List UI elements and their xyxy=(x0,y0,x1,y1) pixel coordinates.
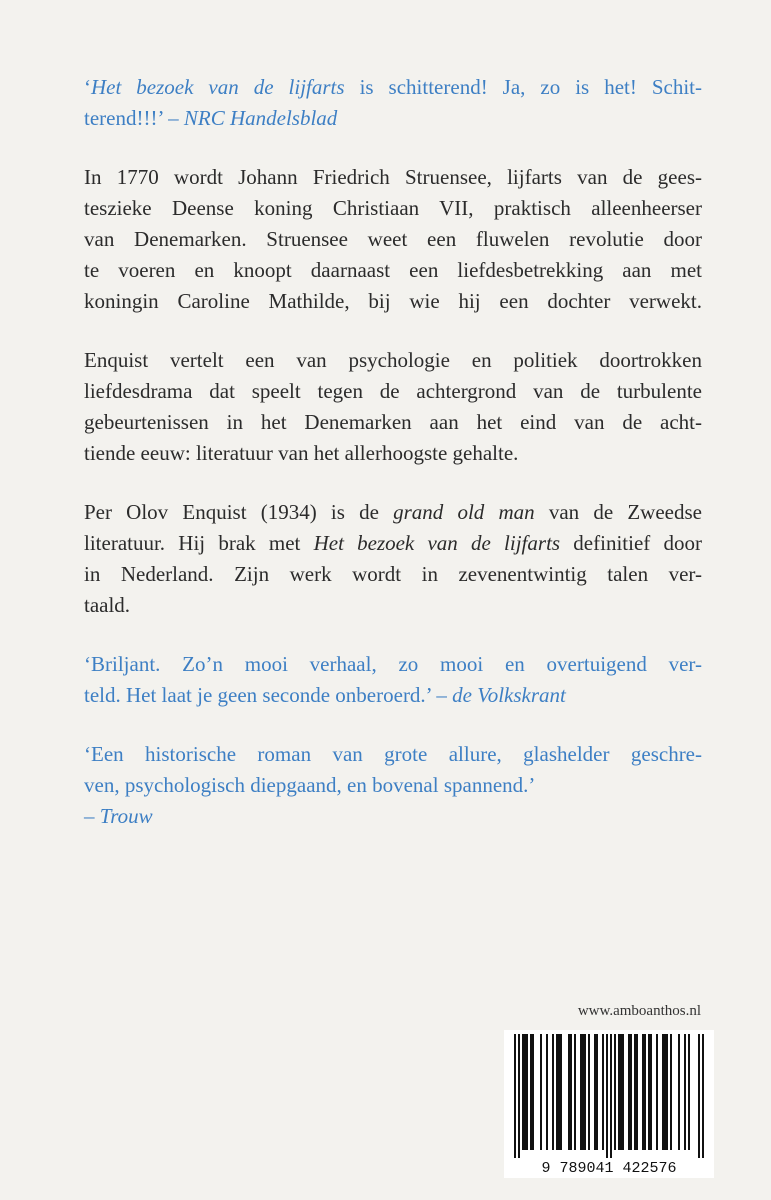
barcode-bar xyxy=(644,1034,646,1150)
text-line: gebeurtenissen in het Denemarken aan het eind van de acht- xyxy=(84,410,702,434)
barcode-bar xyxy=(614,1034,616,1150)
text-line: tiende eeuw: literatuur van het allerhoogste gehalte. xyxy=(84,441,519,465)
barcode-bar xyxy=(666,1034,668,1150)
book-title-italic: Het bezoek van de lijfarts xyxy=(91,75,345,99)
barcode-bar xyxy=(570,1034,572,1150)
publisher-website: www.amboanthos.nl xyxy=(577,1003,701,1019)
barcode-bar xyxy=(628,1034,630,1150)
text-line: taald. xyxy=(84,593,131,617)
barcode-bar xyxy=(540,1034,542,1150)
barcode-bar xyxy=(580,1034,582,1150)
barcode-bar xyxy=(560,1034,562,1150)
barcode-bar xyxy=(530,1034,532,1150)
barcode-bar xyxy=(514,1034,516,1158)
barcode-bar xyxy=(558,1034,560,1150)
quote-line: ven, psychologisch diepgaand, en bovenal spannend.’ xyxy=(84,773,536,797)
barcode-graphic xyxy=(504,1030,714,1178)
barcode-bar xyxy=(546,1034,548,1150)
description-paragraph xyxy=(84,345,702,469)
barcode-bar xyxy=(602,1034,604,1150)
isbn-barcode xyxy=(504,1030,714,1178)
barcode-bar xyxy=(522,1034,524,1150)
barcode-bar xyxy=(582,1034,584,1150)
text-line: In 1770 wordt Johann Friedrich Struensee, lijfarts van de gees- xyxy=(84,165,702,189)
quote-source: – Trouw xyxy=(84,804,153,828)
quote-line: teld. Het laat je geen seconde onberoerd.’ – de Volkskrant xyxy=(84,683,566,707)
quote-line: ‘Een historische roman van grote allure, glashelder geschre- xyxy=(84,742,702,766)
barcode-bar xyxy=(524,1034,526,1150)
text-line: in Nederland. Zijn werk wordt in zevenentwintig talen ver- xyxy=(84,562,702,586)
barcode-bar xyxy=(594,1034,596,1150)
barcode-bar xyxy=(630,1034,632,1150)
barcode-bar xyxy=(684,1034,686,1150)
author-paragraph xyxy=(84,497,702,621)
text-line: liefdesdrama dat speelt tegen de achtergrond van de turbulente xyxy=(84,379,702,403)
barcode-bar xyxy=(664,1034,666,1150)
barcode-bar xyxy=(650,1034,652,1150)
text-line: Per Olov Enquist (1934) is de grand old man van de Zweedse xyxy=(84,500,702,524)
barcode-bar xyxy=(688,1034,690,1150)
barcode-bar xyxy=(656,1034,658,1150)
quote-line: terend!!!’ – NRC Handelsblad xyxy=(84,106,338,130)
barcode-bar xyxy=(636,1034,638,1150)
text-line: literatuur. Hij brak met Het bezoek van de lijfarts definitief door xyxy=(84,531,702,555)
barcode-bar xyxy=(552,1034,554,1150)
barcode-bar xyxy=(678,1034,680,1150)
quote-line: ‘Het bezoek van de lijfarts is schitterend! Ja, zo is het! Schit- xyxy=(84,75,703,99)
text-line: koningin Caroline Mathilde, bij wie hij een dochter verwekt. xyxy=(84,289,702,313)
barcode-bar xyxy=(642,1034,644,1150)
barcode-bar xyxy=(618,1034,620,1150)
text-line: Enquist vertelt een van psychologie en politiek doortrokken xyxy=(84,348,702,372)
synopsis-paragraph xyxy=(84,162,702,317)
barcode-bar xyxy=(620,1034,622,1150)
isbn-digits: 9 789041 422576 xyxy=(541,1160,677,1177)
barcode-bar xyxy=(610,1034,612,1158)
barcode-bar xyxy=(588,1034,590,1150)
barcode-bar xyxy=(568,1034,570,1150)
text-line: te voeren en knoopt daarnaast een liefdesbetrekking aan met xyxy=(84,258,702,282)
barcode-bar xyxy=(518,1034,520,1158)
barcode-bar xyxy=(584,1034,586,1150)
review-quote-volkskrant xyxy=(84,649,702,711)
barcode-bar xyxy=(698,1034,700,1158)
quote-line: ‘Briljant. Zo’n mooi verhaal, zo mooi en overtuigend ver- xyxy=(84,652,702,676)
review-quote-trouw xyxy=(84,739,702,832)
quote-source: NRC Handelsblad xyxy=(183,106,338,130)
barcode-bar xyxy=(634,1034,636,1150)
barcode-bar xyxy=(662,1034,664,1150)
barcode-bar xyxy=(648,1034,650,1150)
review-quote-nrc xyxy=(84,72,702,134)
barcode-bar xyxy=(556,1034,558,1150)
barcode-bar xyxy=(596,1034,598,1150)
back-cover-text xyxy=(84,72,702,860)
quote-source: de Volkskrant xyxy=(452,683,566,707)
barcode-bar xyxy=(526,1034,528,1150)
barcode-bar xyxy=(606,1034,608,1158)
barcode-bar xyxy=(574,1034,576,1150)
text-line: teszieke Deense koning Christiaan VII, praktisch alleenheerser xyxy=(84,196,702,220)
barcode-bar xyxy=(702,1034,704,1158)
text-line: van Denemarken. Struensee weet een fluwelen revolutie door xyxy=(84,227,702,251)
barcode-bar xyxy=(622,1034,624,1150)
barcode-bar xyxy=(670,1034,672,1150)
barcode-bar xyxy=(532,1034,534,1150)
